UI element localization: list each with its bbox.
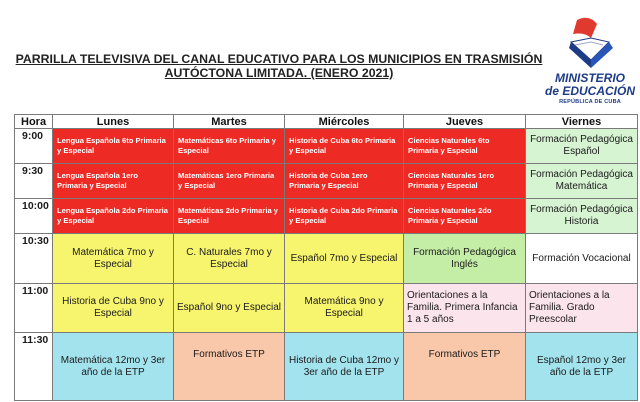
table-row <box>15 333 638 401</box>
time-cell: 9:30 <box>15 164 53 199</box>
header-hora: Hora <box>15 115 53 129</box>
schedule-cell: Matemática 9no y Especial <box>285 284 404 333</box>
logo-text-2: de EDUCACIÓN <box>545 84 636 98</box>
header-lunes: Lunes <box>53 115 174 129</box>
schedule-cell: Matemática 7mo y Especial <box>53 234 174 284</box>
schedule-cell: Español 12mo y 3er año de la ETP <box>526 333 638 401</box>
time-cell: 9:00 <box>15 129 53 164</box>
schedule-cell: Formación Pedagógica Inglés <box>404 234 526 284</box>
schedule-cell: Ciencias Naturales 6to Primaria y Especial <box>404 129 526 164</box>
table-row <box>15 199 638 234</box>
header-miercoles: Miércoles <box>285 115 404 129</box>
schedule-cell: Matemática 12mo y 3er año de la ETP <box>53 333 174 401</box>
table-row <box>15 234 638 284</box>
schedule-cell: Ciencias Naturales 1ero Primaria y Especial <box>404 164 526 199</box>
header-viernes: Viernes <box>526 115 638 129</box>
schedule-cell: Matemáticas 6to Primaria y Especial <box>174 129 285 164</box>
title-line-1: PARRILLA TELEVISIVA DEL CANAL EDUCATIVO PARA LOS MUNICIPIOS EN TRASMISIÓN <box>15 52 543 66</box>
schedule-cell: Ciencias Naturales 2do Primaria y Especial <box>404 199 526 234</box>
schedule-cell: Historia de Cuba 6to Primaria y Especial <box>285 129 404 164</box>
schedule-cell: Historia de Cuba 12mo y 3er año de la ETP <box>285 333 404 401</box>
schedule-cell: Formación Pedagógica Español <box>526 129 638 164</box>
schedule-cell: Formativos ETP <box>404 333 526 401</box>
time-cell: 10:00 <box>15 199 53 234</box>
schedule-cell: C. Naturales 7mo y Especial <box>174 234 285 284</box>
schedule-cell: Matemáticas 1ero Primaria y Especial <box>174 164 285 199</box>
document-title <box>14 52 544 80</box>
schedule-cell: Lengua Española 6to Primaria y Especial <box>53 129 174 164</box>
logo-text-1: MINISTERIO <box>554 71 625 85</box>
schedule-cell: Lengua Española 2do Primaria y Especial <box>53 199 174 234</box>
schedule-cell: Lengua Española 1ero Primaria y Especial <box>53 164 174 199</box>
header-martes: Martes <box>174 115 285 129</box>
table-row <box>15 129 638 164</box>
logo-text-3: REPÚBLICA DE CUBA <box>559 99 621 105</box>
schedule-cell: Orientaciones a la Familia. Grado Preescolar <box>526 284 638 333</box>
title-line-2: AUTÓCTONA LIMITADA. (ENERO 2021) <box>164 66 394 80</box>
time-cell: 11:30 <box>15 333 53 401</box>
ministry-logo <box>545 12 635 110</box>
book-icon <box>545 12 635 72</box>
schedule-cell: Formación Pedagógica Matemática <box>526 164 638 199</box>
schedule-cell: Historia de Cuba 2do Primaria y Especial <box>285 199 404 234</box>
table-row <box>15 284 638 333</box>
schedule-cell: Formación Pedagógica Historia <box>526 199 638 234</box>
header-jueves: Jueves <box>404 115 526 129</box>
time-cell: 10:30 <box>15 234 53 284</box>
schedule-cell: Historia de Cuba 1ero Primaria y Especial <box>285 164 404 199</box>
schedule-cell: Español 7mo y Especial <box>285 234 404 284</box>
header-row <box>15 115 638 129</box>
schedule-cell: Matemáticas 2do Primaria y Especial <box>174 199 285 234</box>
schedule-cell: Formación Vocacional <box>526 234 638 284</box>
table-row <box>15 164 638 199</box>
schedule-table <box>14 114 638 401</box>
schedule-cell: Orientaciones a la Familia. Primera Infancia 1 a 5 años <box>404 284 526 333</box>
schedule-cell: Español 9no y Especial <box>174 284 285 333</box>
schedule-cell: Historia de Cuba 9no y Especial <box>53 284 174 333</box>
time-cell: 11:00 <box>15 284 53 333</box>
schedule-cell: Formativos ETP <box>174 333 285 401</box>
